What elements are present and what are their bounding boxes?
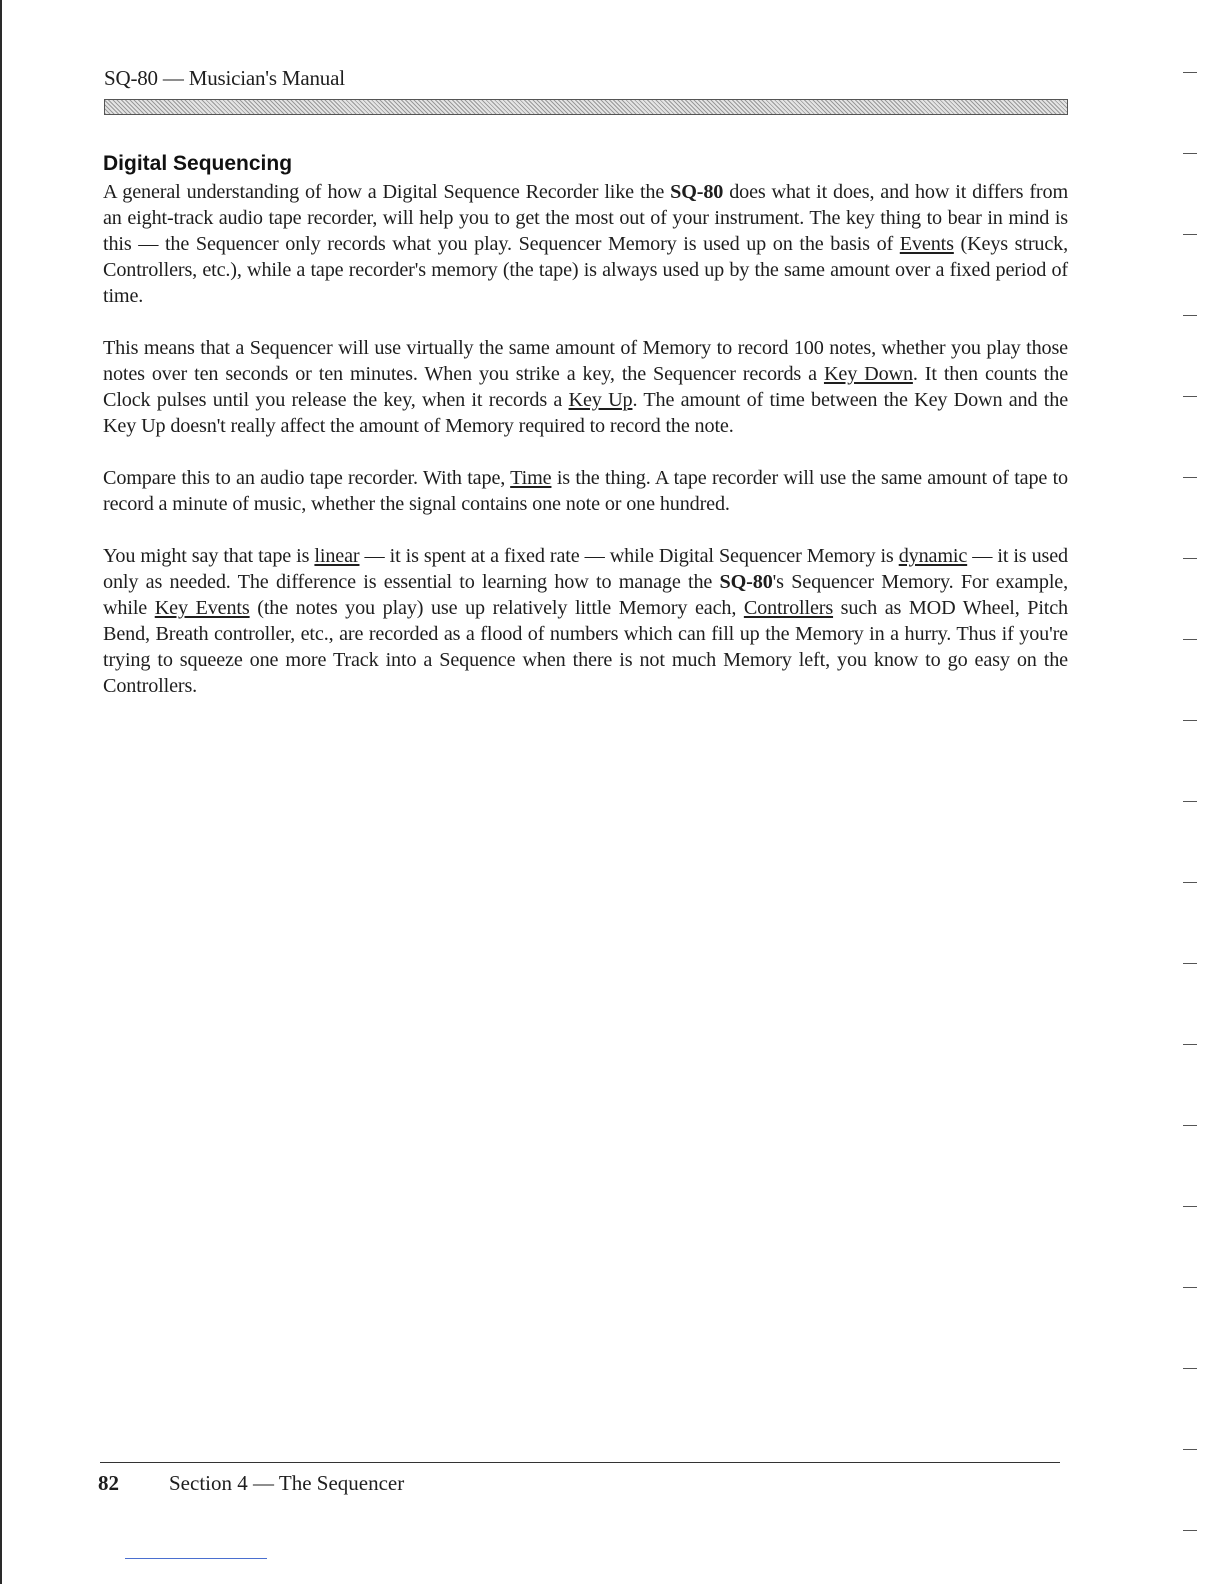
paragraph bbox=[103, 335, 1068, 439]
underlined-term: Events bbox=[899, 233, 954, 255]
margin-tick bbox=[1183, 1449, 1197, 1450]
margin-tick bbox=[1183, 234, 1197, 235]
text-run: — it is used only as needed. The difference is essential to learning how to manage the bbox=[103, 545, 1068, 593]
underlined-term: Controllers bbox=[743, 597, 834, 619]
text-run: . It then counts the Clock pulses until you release the key, when it records a bbox=[103, 363, 1068, 411]
underlined-term: linear bbox=[314, 545, 360, 567]
text-run: Compare this to an audio tape recorder. With tape, bbox=[103, 467, 511, 489]
manual-title: SQ-80 — Musician's Manual bbox=[104, 66, 345, 90]
underlined-term: Time bbox=[510, 467, 552, 489]
page-number: 82 bbox=[98, 1471, 119, 1495]
margin-tick bbox=[1183, 963, 1197, 964]
text-run: — it is spent at a fixed rate — while Digital Sequencer Memory is bbox=[359, 545, 899, 567]
margin-tick bbox=[1183, 477, 1197, 478]
text-run: 's Sequencer Memory. For example, while bbox=[103, 571, 1068, 619]
footer-rule bbox=[100, 1462, 1060, 1463]
margin-tick bbox=[1183, 396, 1197, 397]
text-run: such as MOD Wheel, Pitch Bend, Breath controller, etc., are recorded as a flood of numbers which can fill up the Memory in a hurry. Thus if you're trying to squeeze one more Track into a Sequence when there is not much Memory left, you know to go easy on the Controllers. bbox=[103, 597, 1068, 697]
underlined-term: dynamic bbox=[898, 545, 968, 567]
paragraph bbox=[103, 179, 1068, 309]
text-run: . The amount of time between the Key Down and the Key Up doesn't really affect the amount of Memory required to record the note. bbox=[103, 389, 1068, 437]
paragraph bbox=[103, 465, 1068, 517]
margin-tick bbox=[1183, 1125, 1197, 1126]
text-run: A general understanding of how a Digital Sequence Recorder like the bbox=[103, 181, 671, 203]
text-run: This means that a Sequencer will use virtually the same amount of Memory to record 100 notes, whether you play those notes over ten seconds or ten minutes. When you strike a key, the Sequencer records a bbox=[103, 337, 1068, 385]
text-run: (Keys struck, Controllers, etc.), while a tape recorder's memory (the tape) is always used up by the same amount over a fixed period of time. bbox=[103, 233, 1068, 307]
margin-tick bbox=[1183, 558, 1197, 559]
paragraph bbox=[103, 543, 1068, 699]
margin-tick bbox=[1183, 1206, 1197, 1207]
margin-tick bbox=[1183, 1530, 1197, 1531]
text-run: is the thing. A tape recorder will use the same amount of tape to record a minute of music, whether the signal contains one note or one hundred. bbox=[103, 467, 1068, 515]
digital-sequencing-section bbox=[103, 152, 1068, 725]
footer-section-title: Section 4 — The Sequencer bbox=[169, 1471, 405, 1495]
margin-tick bbox=[1183, 1368, 1197, 1369]
margin-tick bbox=[1183, 1287, 1197, 1288]
underlined-term: Key Up bbox=[568, 389, 633, 411]
section-body bbox=[103, 179, 1068, 699]
margin-tick bbox=[1183, 1044, 1197, 1045]
scan-left-edge bbox=[0, 0, 2, 1584]
underlined-term: Key Events bbox=[154, 597, 250, 619]
text-run: (the notes you play) use up relatively little Memory each, bbox=[249, 597, 744, 619]
margin-tick bbox=[1183, 153, 1197, 154]
margin-tick bbox=[1183, 639, 1197, 640]
header-pattern-bar bbox=[104, 99, 1068, 115]
margin-tick bbox=[1183, 720, 1197, 721]
bold-term: SQ-80 bbox=[719, 571, 773, 593]
text-run: does what it does, and how it differs from an eight-track audio tape recorder, will help you to get the most out of your instrument. The key thing to bear in mind is this — the Sequencer only records what you play. Sequencer Memory is used up on the basis of bbox=[103, 181, 1068, 255]
scan-artifact-line bbox=[125, 1558, 267, 1559]
margin-tick bbox=[1183, 315, 1197, 316]
margin-tick bbox=[1183, 801, 1197, 802]
margin-tick bbox=[1183, 72, 1197, 73]
section-heading: Digital Sequencing bbox=[103, 152, 293, 175]
bold-term: SQ-80 bbox=[670, 181, 724, 203]
margin-tick bbox=[1183, 882, 1197, 883]
underlined-term: Key Down bbox=[823, 363, 913, 385]
text-run: You might say that tape is bbox=[103, 545, 315, 567]
